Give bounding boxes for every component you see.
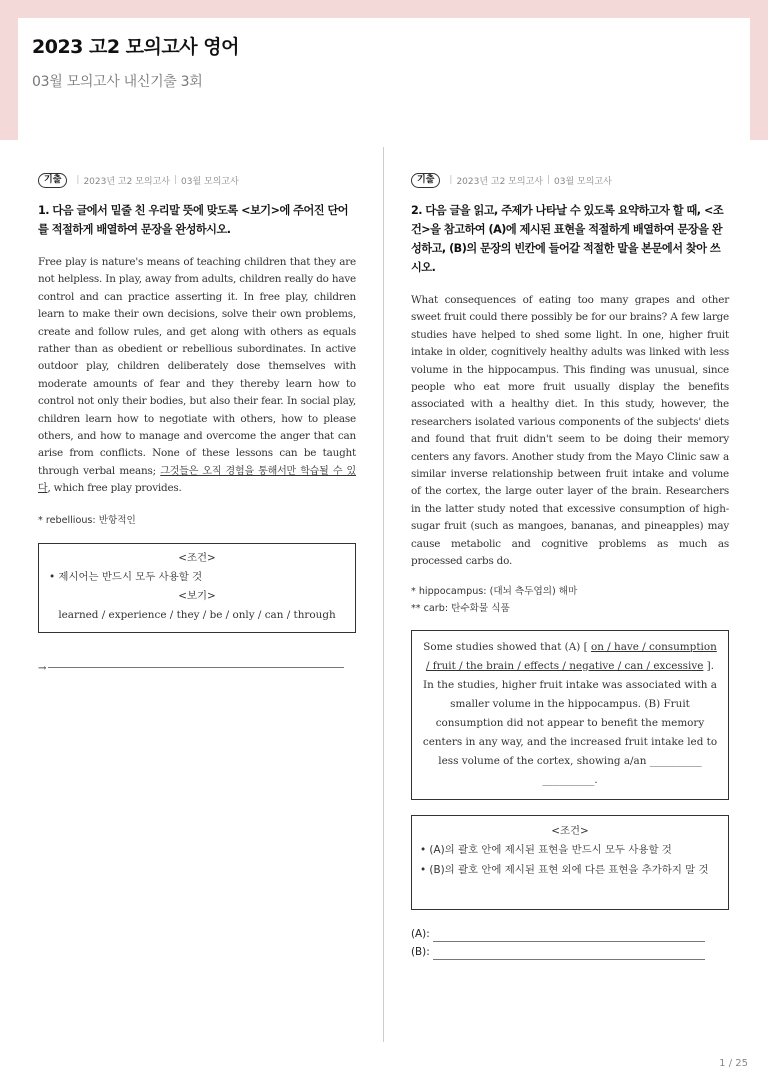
meta-year: 2023년 고2 모의고사 [83,176,170,187]
arrow-icon: → [38,662,47,674]
source-badge: 기출 [38,173,67,188]
passage-text: Free play is nature's means of teaching children that they are not helpless. In play, away from adults, children really do have control and can practice asserting it. In free play, children learn to make their own decisions, solve their own problems, create and follow rules, and get along with others as equals rather than as obedient or rebellious subordinates. In active outdoor play, children deliberately dose themselves with moderate amounts of fear and they thereby learn how to control not only their bodies, but also their fear. In social play, children learn how to negotiate with others, how to please others, and how to manage and overcome the anger that can arise from conflicts. None of these lessons can be taught through verbal means; [38,256,356,477]
passage-end: , which free play provides. [47,482,182,495]
answer-row-a: (A): [411,928,729,946]
condition-item-1: • (A)의 괄호 안에 제시된 표현을 반드시 모두 사용할 것 [420,844,672,856]
meta-month: 03월 모의고사 [181,176,239,187]
answer-line-a [433,941,705,942]
answer-row-b: (B): [411,946,729,964]
question-2 [411,172,729,964]
summary-blank: __________ __________. [542,754,702,786]
footnote-hippocampus: * hippocampus: (대뇌 측두엽의) 해마 [411,585,578,597]
conditions-box [38,543,356,633]
conditions-heading: <조건> [178,551,216,564]
word-bank: learned / experience / they / be / only / can / through [58,608,336,621]
condition-item-2: • (B)의 괄호 안에 제시된 표현 외에 다른 표현을 추가하지 말 것 [420,863,709,876]
question-1-meta: 기출 | 2023년 고2 모의고사 | 03월 모의고사 [38,172,356,188]
question-2-prompt: 2. 다음 글을 읽고, 주제가 나타날 수 있도록 요약하고자 할 때, <조건>을 참고하여 (A)에 제시된 표현을 적절하게 배열하여 문장을 완성하고, (B)의 문장의 빈칸에 들어갈 적절한 말을 본문에서 찾아 쓰시오. [411,204,724,274]
page-subtitle: 03월 모의고사 내신기출 3회 [32,74,203,90]
question-1-prompt: 1. 다음 글에서 밑줄 친 우리말 뜻에 맞도록 <보기>에 주어진 단어를 적절하게 배열하여 문장을 완성하시오. [38,204,349,236]
answer-line [48,667,344,668]
footnote-rebellious: * rebellious: 반항적인 [38,514,136,526]
column-divider [383,147,384,1042]
question-1-passage [38,254,356,498]
condition-item: • 제시어는 반드시 모두 사용할 것 [49,570,203,583]
answer-row [38,656,356,672]
footnote-carb: ** carb: 탄수화물 식품 [411,602,510,614]
word-bank-heading: <보기> [178,589,216,602]
question-2-meta: 기출 | 2023년 고2 모의고사 | 03월 모의고사 [411,172,729,188]
answer-line-b [433,959,705,960]
meta-year: 2023년 고2 모의고사 [456,176,543,187]
page-title: 2023 고2 모의고사 영어 [32,36,239,58]
conditions-box [411,815,729,910]
question-1 [38,172,356,672]
summary-start: Some studies showed that (A) [ [423,640,591,653]
page-number: 1 / 25 [719,1058,748,1069]
summary-body: ]. In the studies, higher fruit intake was associated with a smaller volume in the hippocampus. (B) Fruit consumption did not appear to benefit the memory centers in any way, and the increased fruit intake led to less volume of the cortex, showing a/an [422,659,718,767]
question-2-passage: What consequences of eating too many grapes and other sweet fruit could there possibly be for our brains? A few large studies have helped to shed some light. In one, higher fruit intake in older, cognitively healthy adults was linked with less volume in the hippocampus. This finding was unusual, since people who eat more fruit usually display the benefits associated with a healthy diet. In this study, however, the researchers isolated various components of the subjects' diets and found that fruit didn't seem to be doing their memory centers any favors. Another study from the Mayo Clinic saw a similar inverse relationship between fruit intake and volume of the cortex, the large outer layer of the brain. Researchers in the latter study noted that excessive consumption of high-sugar fruit (such as mangoes, bananas, and pineapples) may cause metabolic and cognitive problems as much as processed carbs do. [411,294,729,568]
underlined-phrase: 그것들은 오직 경험을 통해서만 학습될 수 있다 [38,465,357,495]
summary-box [411,630,729,800]
source-badge: 기출 [411,173,440,188]
meta-month: 03월 모의고사 [554,176,612,187]
conditions-heading: <조건> [551,824,589,837]
summary-word-list: on / have / consumption / fruit / the brain / effects / negative / can / excessive [425,640,717,672]
